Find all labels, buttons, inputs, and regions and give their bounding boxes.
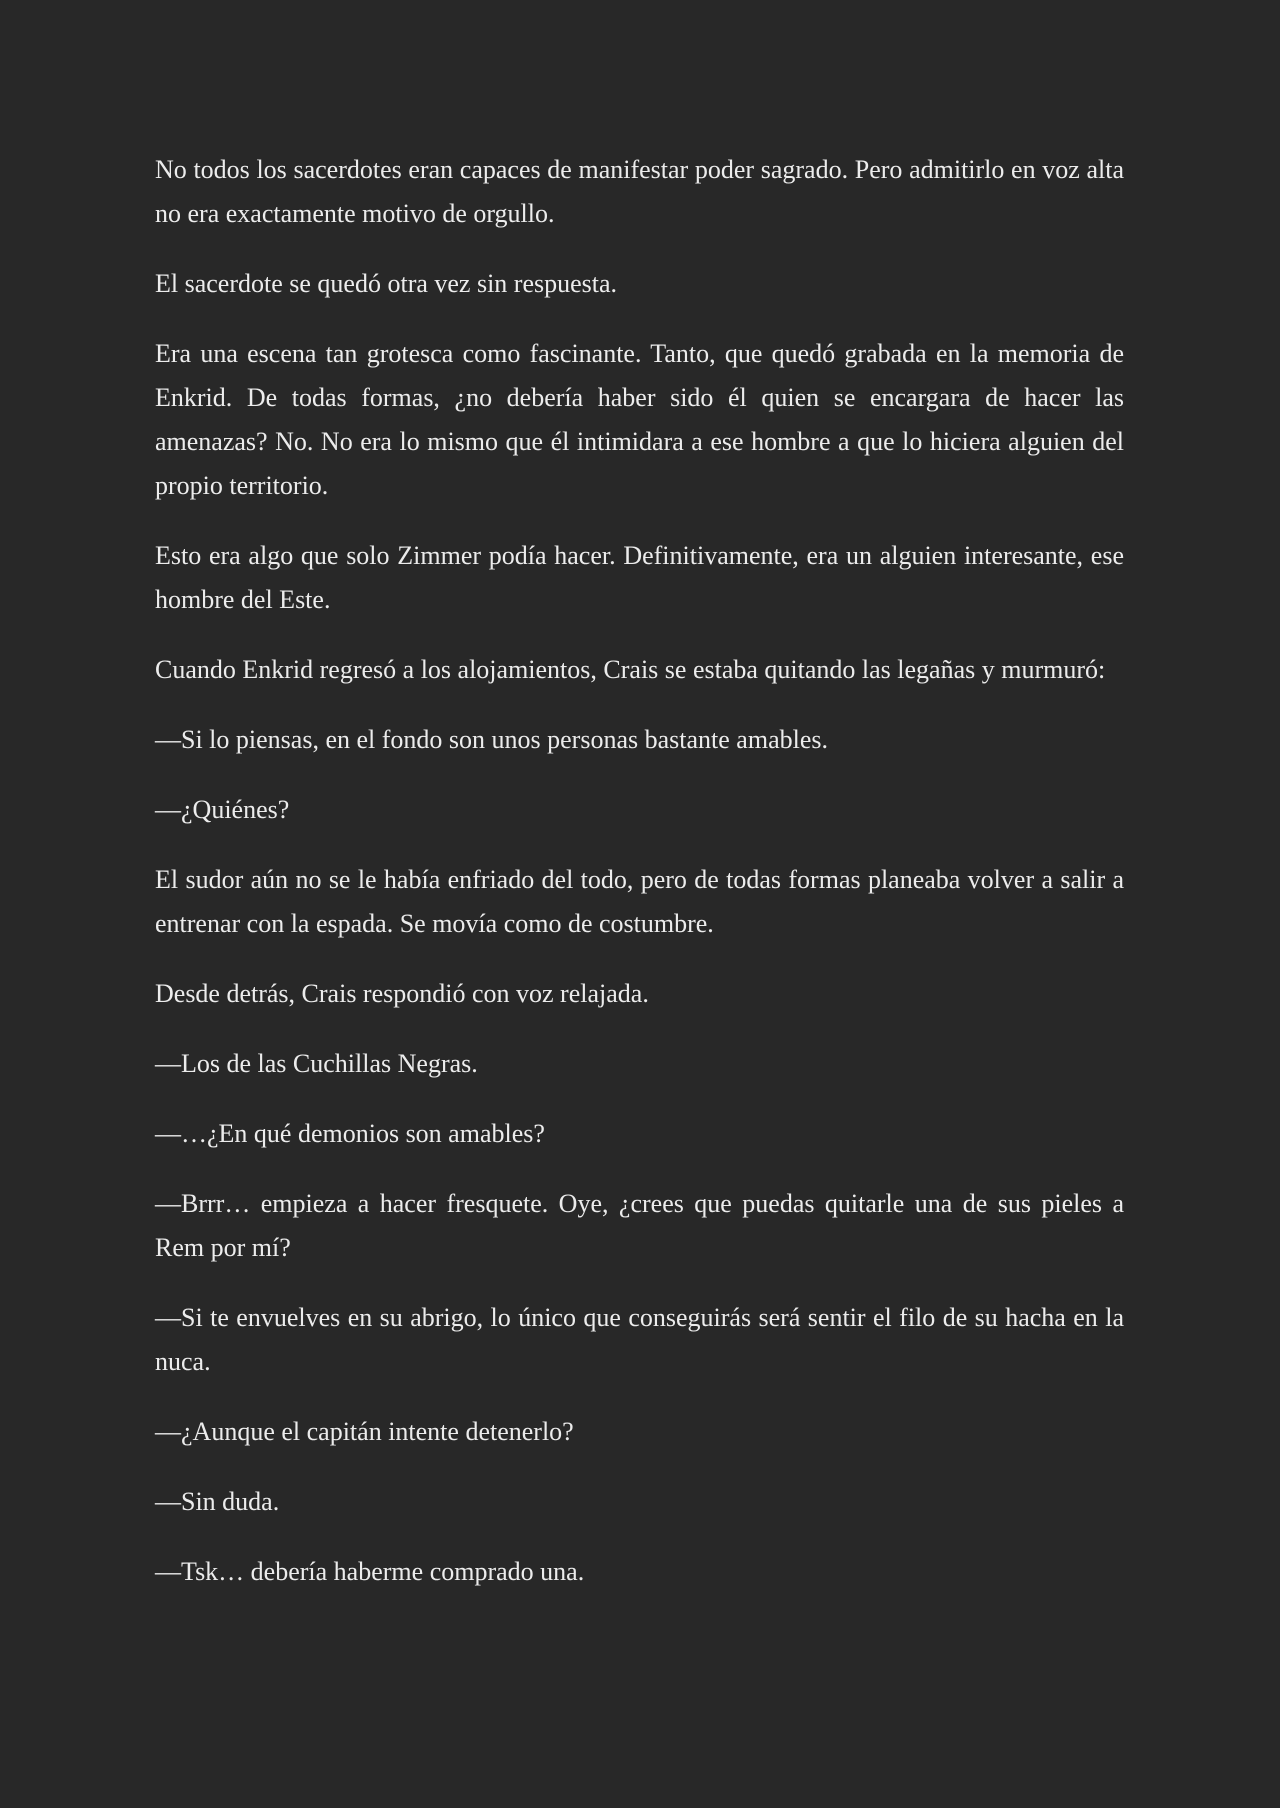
dialogue-line: —Sin duda.: [155, 1487, 280, 1516]
dialogue-line: —Los de las Cuchillas Negras.: [155, 1049, 478, 1078]
dialogue-line: —¿Aunque el capitán intente detenerlo?: [155, 1417, 574, 1446]
dialogue-line: —…¿En qué demonios son amables?: [155, 1119, 545, 1148]
paragraph: El sudor aún no se le había enfriado del todo, pero de todas formas planeaba volver a salir a entrenar con la espada. Se movía como de costumbre.: [155, 865, 1124, 938]
paragraph: No todos los sacerdotes eran capaces de manifestar poder sagrado. Pero admitirlo en voz alta no era exactamente motivo de orgullo.: [155, 155, 1124, 228]
dialogue-line: —Si te envuelves en su abrigo, lo único que conseguirás será sentir el filo de su hacha en la nuca.: [155, 1303, 1124, 1376]
paragraph: Era una escena tan grotesca como fascinante. Tanto, que quedó grabada en la memoria de Enkrid. De todas formas, ¿no debería haber sido él quien se encargara de hacer las amenazas? No. No era lo mismo que él intimidara a ese hombre a que lo hiciera alguien del propio territorio.: [155, 339, 1124, 500]
dialogue-line: —Tsk… debería haberme comprado una.: [155, 1557, 585, 1586]
dialogue-line: —¿Quiénes?: [155, 795, 290, 824]
paragraph: Desde detrás, Crais respondió con voz relajada.: [155, 979, 649, 1008]
dialogue-line: —Si lo piensas, en el fondo son unos personas bastante amables.: [155, 725, 828, 754]
dialogue-line: —Brrr… empieza a hacer fresquete. Oye, ¿crees que puedas quitarle una de sus pieles a Rem por mí?: [155, 1189, 1124, 1262]
paragraph: Esto era algo que solo Zimmer podía hacer. Definitivamente, era un alguien interesante, ese hombre del Este.: [155, 541, 1124, 614]
paragraph: El sacerdote se quedó otra vez sin respuesta.: [155, 269, 618, 298]
paragraph: Cuando Enkrid regresó a los alojamientos, Crais se estaba quitando las legañas y murmuró:: [155, 655, 1106, 684]
chapter-text: [155, 148, 1124, 1594]
